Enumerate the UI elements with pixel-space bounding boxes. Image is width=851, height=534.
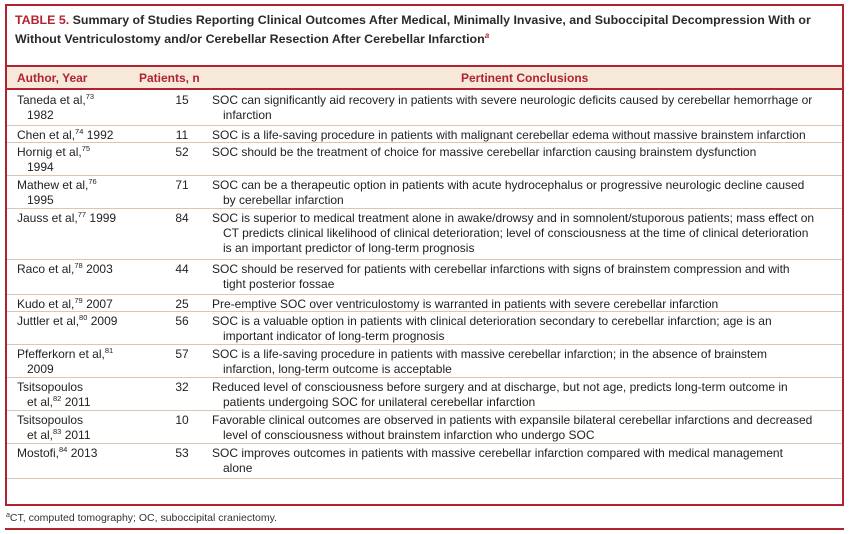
table-row [7, 91, 842, 126]
conclusion-line: SOC improves outcomes in patients with massive cerebellar infarction compared with medical management [212, 446, 783, 460]
reference-number: 82 [53, 394, 62, 403]
cell-conclusion [212, 211, 842, 256]
cell-patients: 53 [175, 446, 189, 460]
table-title: Summary of Studies Reporting Clinical Outcomes After Medical, Minimally Invasive, and Suboccipital Decompression With or Without Ventriculostomy and/or Cerebellar Resection After Cerebellar Infarction [15, 13, 811, 47]
cell-patients: 11 [175, 128, 189, 142]
conclusion-line: SOC is superior to medical treatment alone in awake/drowsy and in somnolent/stuporous patients; mass effect on [212, 211, 815, 225]
author-name: Kudo et al, [17, 297, 75, 311]
table-row [7, 411, 842, 444]
conclusion-line: Pre-emptive SOC over ventriculostomy is warranted in patients with severe cerebellar infarction [212, 297, 719, 311]
conclusion-line: by cerebellar infarction [223, 193, 344, 207]
cell-patients: 57 [175, 347, 189, 361]
author-name: Raco et al, [17, 262, 75, 276]
conclusion-line: infarction, long-term outcome is acceptable [223, 362, 452, 376]
cell-patients: 56 [175, 314, 189, 328]
author-name-cont: et al, [27, 428, 54, 442]
table-label: TABLE 5. [15, 13, 70, 27]
cell-author-year [17, 380, 137, 410]
reference-number: 80 [79, 313, 88, 322]
cell-author-year [17, 93, 137, 123]
cell-conclusion [212, 262, 842, 292]
conclusion-line: SOC should be the treatment of choice for massive cerebellar infarction causing brainstem dysfunction [212, 145, 757, 159]
conclusion-line: SOC can be a therapeutic option in patients with acute hydrocephalus or progressive neurologic decline caused [212, 178, 805, 192]
table-row [7, 143, 842, 176]
author-name: Pfefferkorn et al, [17, 347, 105, 361]
study-year: 2003 [86, 262, 113, 276]
conclusion-line: Reduced level of consciousness before surgery and at discharge, but not age, predicts long-term outcome in [212, 380, 788, 394]
title-footnote-marker: a [484, 31, 490, 40]
author-name: Jauss et al, [17, 211, 78, 225]
table-row [7, 345, 842, 378]
cell-author-year [17, 413, 137, 443]
conclusion-line: level of consciousness without brainstem infarction who undergo SOC [223, 428, 595, 442]
table-row [7, 378, 842, 411]
author-name: Mathew et al, [17, 178, 89, 192]
reference-number: 74 [75, 127, 84, 136]
study-year: 1994 [27, 160, 54, 174]
cell-author-year [17, 128, 137, 143]
cell-conclusion [212, 347, 842, 377]
study-year: 2007 [86, 297, 113, 311]
cell-author-year [17, 178, 137, 208]
cell-patients: 10 [175, 413, 189, 427]
study-year: 2011 [64, 395, 91, 409]
table-row [7, 209, 842, 260]
reference-number: 83 [53, 427, 62, 436]
cell-patients: 44 [175, 262, 189, 276]
study-year: 2011 [64, 428, 91, 442]
footnote-marker: a [6, 512, 10, 519]
author-name-cont: et al, [27, 395, 54, 409]
study-year: 1999 [89, 211, 117, 225]
reference-number: 81 [104, 346, 114, 355]
table-row [7, 312, 842, 345]
cell-patients: 15 [175, 93, 189, 107]
table-row [7, 444, 842, 479]
cell-patients: 52 [175, 145, 189, 159]
cell-author-year [17, 211, 137, 226]
footnote-text: CT, computed tomography; OC, suboccipital craniectomy. [9, 512, 277, 524]
header-conclusions: Pertinent Conclusions [461, 71, 589, 85]
reference-number: 75 [81, 144, 91, 153]
cell-conclusion [212, 128, 842, 143]
cell-patients: 25 [175, 297, 189, 311]
conclusion-line: SOC should be reserved for patients with cerebellar infarctions with signs of brainstem compression and with [212, 262, 790, 276]
reference-number: 73 [85, 92, 95, 101]
table-row [7, 126, 842, 143]
conclusion-line: is an important predictor of long-term prognosis [223, 241, 475, 255]
conclusion-line: SOC is a life-saving procedure in patients with malignant cerebellar edema without massive brainstem infarction [212, 128, 806, 142]
author-name: Hornig et al, [17, 145, 82, 159]
reference-number: 84 [59, 445, 68, 454]
author-name: Tsitsopoulos [17, 413, 84, 427]
author-name: Taneda et al, [17, 93, 86, 107]
study-year: 2009 [90, 314, 118, 328]
conclusion-line: alone [223, 461, 253, 475]
table-row [7, 295, 842, 312]
cell-patients: 71 [175, 178, 189, 192]
table-footnote [6, 512, 277, 524]
conclusion-line: SOC can significantly aid recovery in patients with severe neurologic deficits caused by cerebellar hemorrhage or [212, 93, 813, 107]
cell-conclusion [212, 297, 842, 312]
conclusion-line: important indicator of long-term prognosis [223, 329, 445, 343]
header-author-year: Author, Year [17, 71, 88, 85]
study-year: 2013 [70, 446, 98, 460]
table-caption [7, 6, 842, 46]
conclusion-line: Favorable clinical outcomes are observed in patients with expansile bilateral cerebellar infarctions and decreased [212, 413, 813, 427]
cell-conclusion [212, 380, 842, 410]
table-row [7, 260, 842, 295]
cell-author-year [17, 145, 137, 175]
cell-patients: 32 [175, 380, 189, 394]
cell-author-year [17, 347, 137, 377]
cell-conclusion [212, 314, 842, 344]
study-year: 1982 [27, 108, 54, 122]
cell-conclusion [212, 178, 842, 208]
reference-number: 77 [77, 210, 87, 219]
cell-author-year [17, 262, 137, 277]
reference-number: 79 [74, 296, 83, 305]
study-year: 2009 [27, 362, 54, 376]
cell-conclusion [212, 446, 842, 476]
table-header [7, 65, 842, 90]
author-name: Tsitsopoulos [17, 380, 84, 394]
header-patients: Patients, n [139, 71, 200, 85]
conclusion-line: SOC is a valuable option in patients with clinical deterioration secondary to cerebellar infarction; age is an [212, 314, 772, 328]
author-name: Chen et al, [17, 128, 76, 142]
table-frame [5, 4, 844, 506]
conclusion-line: infarction [223, 108, 272, 122]
cell-conclusion [212, 93, 842, 123]
bottom-rule [5, 528, 844, 530]
study-year: 1995 [27, 193, 54, 207]
cell-author-year [17, 314, 137, 329]
cell-patients: 84 [175, 211, 189, 225]
reference-number: 78 [74, 261, 83, 270]
conclusion-line: CT predicts clinical likelihood of clinical deterioration; level of consciousness at the time of clinical deterioration [223, 226, 809, 240]
conclusion-line: tight posterior fossae [223, 277, 335, 291]
cell-author-year [17, 297, 137, 312]
conclusion-line: patients undergoing SOC for unilateral cerebellar infarction [223, 395, 536, 409]
conclusion-line: SOC is a life-saving procedure in patients with massive cerebellar infarction; in the absence of brainstem [212, 347, 767, 361]
author-name: Juttler et al, [17, 314, 80, 328]
table-body [7, 91, 842, 479]
study-year: 1992 [86, 128, 114, 142]
cell-author-year [17, 446, 137, 461]
cell-conclusion [212, 413, 842, 443]
author-name: Mostofi, [17, 446, 60, 460]
reference-number: 76 [88, 177, 97, 186]
table-row [7, 176, 842, 209]
cell-conclusion [212, 145, 842, 160]
